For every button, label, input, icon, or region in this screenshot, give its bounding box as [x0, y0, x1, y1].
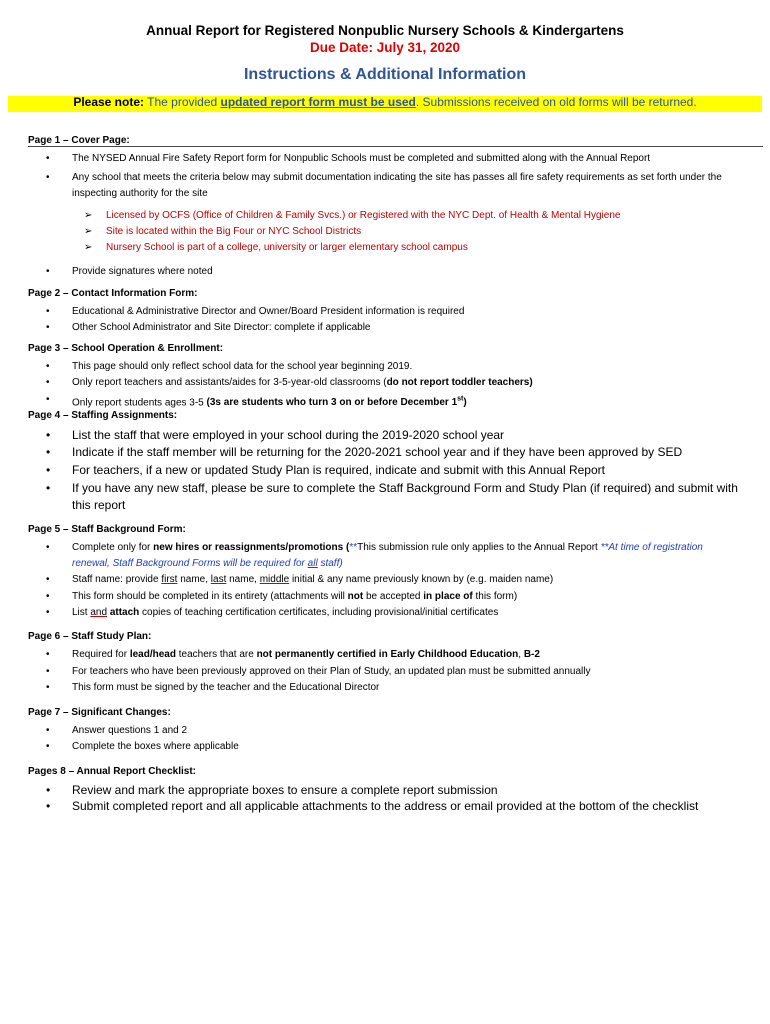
document-title: Annual Report for Registered Nonpublic Nursery Schools & Kindergartens	[146, 23, 624, 38]
due-date: Due Date: July 31, 2020	[309, 40, 461, 55]
section-title: Instructions & Additional Information	[243, 66, 527, 83]
please-note: Please note: The provided updated report form must be used. Submissions received on old forms will be returned.	[73, 95, 697, 109]
page8-heading: Pages 8 – Annual Report Checklist:	[28, 766, 197, 777]
page3-heading: Page 3 – School Operation & Enrollment:	[28, 343, 224, 354]
page4-heading: Page 4 – Staffing Assignments:	[28, 410, 178, 421]
arrow-bullet-icon: ➢	[84, 210, 93, 221]
arrow-bullet-icon: ➢	[84, 242, 93, 253]
arrow-bullet-icon: ➢	[84, 226, 93, 237]
page6-heading: Page 6 – Staff Study Plan:	[28, 631, 152, 642]
document-page: Annual Report for Registered Nonpublic Nursery Schools & Kindergartens Due Date: July 31, 2020 Instructions & Additional Information Please note: The provided updated report form must be used. Submissions received on old forms will be returned. Page 1 – Cover Page: • The NYSED Annual Fire Safety Report form for Nonpublic Schools must be completed and submitted along with the Annual Report • Any school that meets the criteria below may submit documentation indicating the site has passes all fire safety requirements as set forth under the inspecting authority for the site ➢ Licensed by OCFS (Office of Children & Family Svcs.) or Registered with the NYC Dept. of Health & Mental Hygiene ➢ Site is located within the Big Four or NYC School Districts ➢ Nursery School is part of a college, university or larger elementary school campus • Provide signatures where noted Page 2 – Contact Information Form: • Educational & Administrative Director and Owner/Board President information is required • Other School Administrator and Site Director: complete if applicable Page 3 – School Operation & Enrollment: • This page should only reflect school data for the school year beginning 2019. • Only report teachers and assistants/aides for 3-5-year-old classrooms (do not report toddler teachers) • Only report students ages 3-5 (3s are students who turn 3 on or before December 1st) Page 4 – Staffing Assignments: • List the staff that were employed in your school during the 2019-2020 school year • Indicate if the staff member will be returning for the 2020-2021 school year and if they have been approved by SED • For teachers, if a new or updated Study Plan is required, indicate and submit with this Annual Report • If you have any new staff, please be sure to complete the Staff Background Form and Study Plan (if required) and submit with this report Page 5 – Staff Background Form: • Complete only for new hires or reassignments/promotions (**This submission rule only applies to the Annual Report **At time of registration renewal, Staff Background Forms will be required for all staff) • Staff name: provide first name, last name, middle initial & any name previously known by (e.g. maiden name) • This form should be completed in its entirety (attachments will not be accepted in place of this form) • List and attach copies of teaching certification certificates, including provisional/initial certificates Page 6 – Staff Study Plan: • Required for lead/head teachers that are not permanently certified in Early Childhood Education, B-2 • For teachers who have been previously approved on their Plan of Study, an updated plan must be submitted annually • This form must be signed by the teacher and the Educational Director Page 7 – Significant Changes: • Answer questions 1 and 2 • Complete the boxes where applicable Pages 8 – Annual Report Checklist: • Review and mark the appropriate boxes to ensure a complete report submission • Submit completed report and all applicable attachments to the address or email provided at the bottom of the checklist	[0, 0, 770, 1024]
page2-heading: Page 2 – Contact Information Form:	[28, 288, 198, 299]
page5-heading: Page 5 – Staff Background Form:	[28, 524, 186, 535]
page7-heading: Page 7 – Significant Changes:	[28, 707, 171, 718]
page1-heading: Page 1 – Cover Page:	[28, 135, 763, 147]
